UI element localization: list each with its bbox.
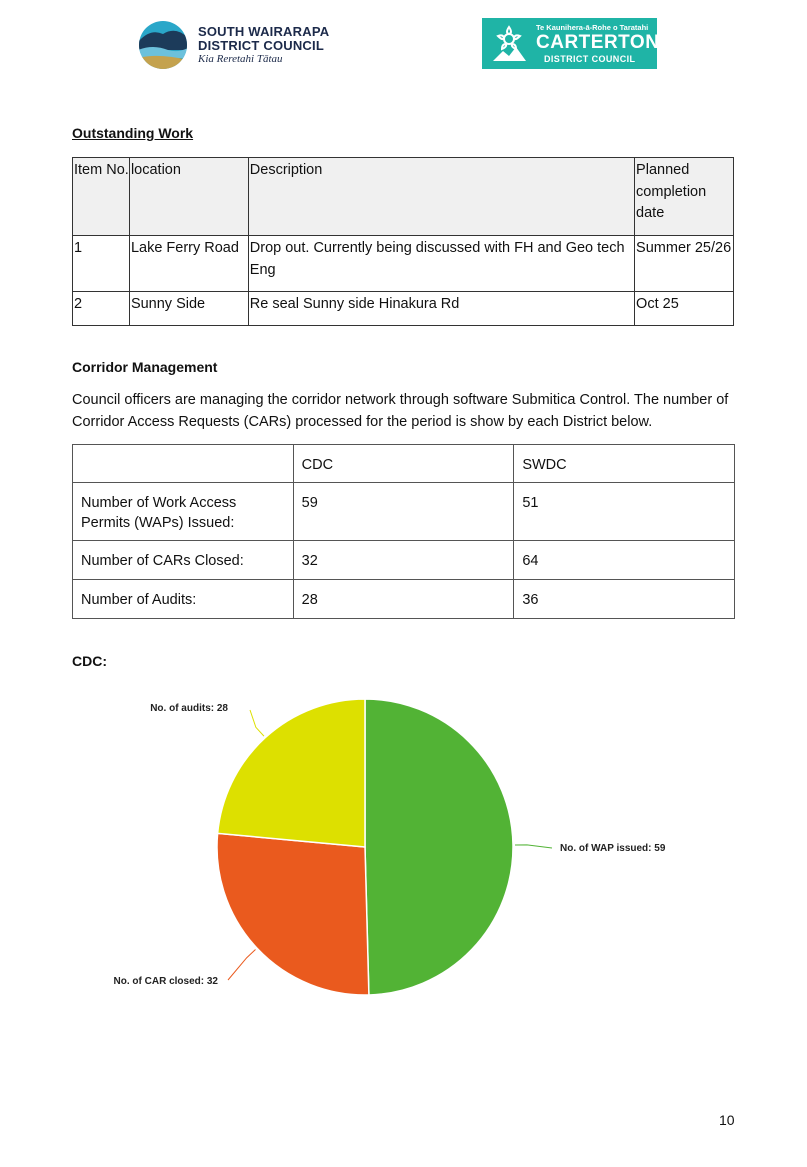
cdc-pie-chart xyxy=(0,670,807,1020)
pie-leader-line xyxy=(250,710,264,736)
outstanding-work-heading: Outstanding Work xyxy=(72,125,194,141)
column-header-description: Description xyxy=(248,158,634,236)
corridor-stats-table xyxy=(72,444,735,619)
column-header-location: location xyxy=(129,158,248,236)
description-cell: Drop out. Currently being discussed with FH and Geo tech Eng xyxy=(248,236,634,292)
swdc-logo xyxy=(138,20,338,70)
chart-heading: CDC: xyxy=(72,653,107,669)
pie-slice-label: No. of WAP issued: 59 xyxy=(560,843,666,854)
table-row xyxy=(73,580,735,619)
pie-slice xyxy=(217,833,369,995)
table-row xyxy=(73,236,734,292)
page-number: 10 xyxy=(719,1112,735,1128)
cdc-logo xyxy=(482,18,660,69)
pie-slice-label: No. of audits: 28 xyxy=(150,703,228,714)
completion-date-cell: Summer 25/26 xyxy=(635,236,734,292)
cdc-value-cell: 59 xyxy=(293,483,514,541)
cdc-tagline: Te Kaunihera-ā-Rohe o Taratahi xyxy=(536,23,649,32)
metric-label-cell: Number of CARs Closed: xyxy=(73,541,294,580)
pie-slice xyxy=(218,699,365,847)
swdc-wordmark xyxy=(198,25,329,66)
pie-leader-line xyxy=(228,950,255,980)
corridor-management-heading: Corridor Management xyxy=(72,359,218,375)
cdc-value-cell: 28 xyxy=(293,580,514,619)
cdc-subtitle: DISTRICT COUNCIL xyxy=(544,54,636,64)
outstanding-work-table xyxy=(72,157,734,326)
pie-leader-line xyxy=(515,845,552,848)
item-no-cell: 2 xyxy=(73,292,130,326)
swdc-name-line2: DISTRICT COUNCIL xyxy=(198,37,324,53)
column-header-swdc: SWDC xyxy=(514,445,735,483)
pie-slice xyxy=(365,699,513,995)
location-cell: Lake Ferry Road xyxy=(129,236,248,292)
description-cell: Re seal Sunny side Hinakura Rd xyxy=(248,292,634,326)
pie-slice-label: No. of CAR closed: 32 xyxy=(113,976,218,987)
corridor-paragraph: Council officers are managing the corridor network through software Submitica Control. The number of Corridor Access Requests (CARs) processed for the period is show by each District below. xyxy=(72,392,729,430)
table-header-row xyxy=(73,158,734,236)
table-row xyxy=(73,541,735,580)
metric-label-cell: Number of Work Access Permits (WAPs) Issued: xyxy=(73,483,294,541)
cdc-flower-icon xyxy=(489,23,529,63)
column-header-blank xyxy=(73,445,294,483)
swdc-value-cell: 64 xyxy=(514,541,735,580)
table-header-row xyxy=(73,445,735,483)
table-row xyxy=(73,292,734,326)
completion-date-cell: Oct 25 xyxy=(635,292,734,326)
cdc-value-cell: 32 xyxy=(293,541,514,580)
column-header-cdc: CDC xyxy=(293,445,514,483)
swdc-value-cell: 36 xyxy=(514,580,735,619)
swdc-value-cell: 51 xyxy=(514,483,735,541)
metric-label-cell: Number of Audits: xyxy=(73,580,294,619)
item-no-cell: 1 xyxy=(73,236,130,292)
table-row xyxy=(73,483,735,541)
swdc-name-line1: SOUTH WAIRARAPA xyxy=(198,24,330,39)
location-cell: Sunny Side xyxy=(129,292,248,326)
swdc-emblem-icon xyxy=(138,20,188,70)
column-header-item-no: Item No. xyxy=(73,158,130,236)
column-header-completion-date: Planned completion date xyxy=(635,158,734,236)
cdc-name: CARTERTON xyxy=(536,32,660,53)
swdc-motto: Kia Reretahi Tātau xyxy=(198,53,283,66)
